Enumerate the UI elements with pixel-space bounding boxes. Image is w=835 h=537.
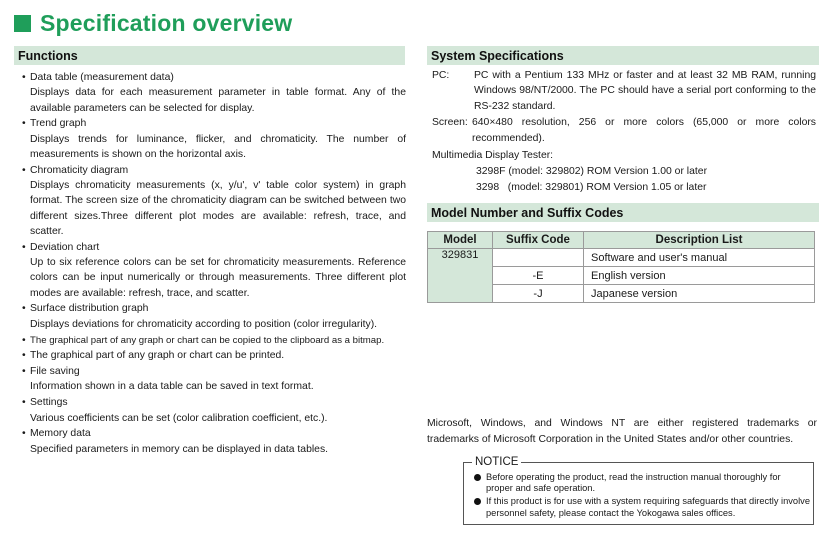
list-item: • Data table (measurement data) Displays data for each measurement parameter in table format. Any of the available parameters can be selected for display. bbox=[22, 70, 406, 116]
functions-list bbox=[22, 70, 406, 457]
table-row bbox=[428, 249, 815, 267]
list-item: • The graphical part of any graph or chart can be copied to the clipboard as a bitmap. bbox=[22, 333, 406, 348]
function-desc: Displays data for each measurement parameter in table format. Any of the available parameters can be selected for display. bbox=[30, 87, 406, 114]
title-square-icon bbox=[14, 15, 31, 32]
list-item: • Chromaticity diagram Displays chromaticity measurements (x, y/u', v' table color system) in graph format. The screen size of the chromaticity diagram can be switched between two different sizes.Three different plot modes are available: refresh, trace, and scatter. bbox=[22, 163, 406, 239]
function-desc: Specified parameters in memory can be displayed in data tables. bbox=[30, 443, 329, 455]
pc-spec bbox=[432, 68, 816, 114]
function-title: Surface distribution graph bbox=[30, 303, 149, 315]
screen-value: 640×480 resolution, 256 or more colors (65,000 or more colors recommended). bbox=[472, 117, 816, 144]
model-codes-table bbox=[427, 231, 815, 303]
list-item: • Memory data Specified parameters in memory can be displayed in data tables. bbox=[22, 426, 406, 457]
list-item: • Trend graph Displays trends for luminance, flicker, and chromaticity. The number of measurements is shown on the horizontal axis. bbox=[22, 116, 406, 162]
mdt-version: 3298F (model: 329802) ROM Version 1.00 or later bbox=[476, 166, 708, 178]
function-title: Deviation chart bbox=[30, 241, 100, 253]
page-title bbox=[14, 6, 292, 40]
notice-box bbox=[463, 456, 814, 525]
function-title: File saving bbox=[30, 366, 80, 378]
suffix-code: -J bbox=[493, 285, 584, 303]
list-item: • File saving Information shown in a data table can be saved in text format. bbox=[22, 364, 406, 395]
trademark-note: Microsoft, Windows, and Windows NT are either registered trademarks or trademarks of Microsoft Corporation in the United States and/or other countries. bbox=[427, 418, 817, 445]
function-desc: Displays trends for luminance, flicker, and chromaticity. The number of measurements is shown on the horizontal axis. bbox=[30, 133, 406, 160]
function-title: Data table (measurement data) bbox=[30, 72, 174, 83]
column-header: Suffix Code bbox=[493, 232, 584, 249]
mdt-version: 3298 (model: 329801) ROM Version 1.05 or later bbox=[476, 181, 707, 193]
table-header-row bbox=[428, 232, 815, 249]
function-title: The graphical part of any graph or chart can be copied to the clipboard as a bitmap. bbox=[30, 334, 385, 346]
notice-item bbox=[474, 496, 810, 518]
notice-item bbox=[474, 472, 810, 494]
page-title-text: Specification overview bbox=[40, 9, 293, 36]
function-desc: Information shown in a data table can be saved in text format. bbox=[30, 381, 314, 393]
function-title: Memory data bbox=[30, 428, 91, 440]
bullet-icon bbox=[474, 474, 481, 481]
function-title: The graphical part of any graph or chart can be printed. bbox=[30, 350, 285, 362]
function-desc: Various coefficients can be set (color calibration coefficient, etc.). bbox=[30, 412, 328, 424]
column-header: Model bbox=[428, 232, 493, 249]
model-codes-header: Model Number and Suffix Codes bbox=[427, 203, 819, 222]
system-specs-header: System Specifications bbox=[427, 46, 819, 65]
function-title: Trend graph bbox=[30, 118, 87, 130]
description: English version bbox=[584, 267, 815, 285]
list-item: • The graphical part of any graph or chart can be printed. bbox=[22, 348, 406, 363]
suffix-code bbox=[493, 249, 584, 267]
function-desc: Displays deviations for chromaticity according to position (color irregularity). bbox=[30, 318, 378, 330]
screen-label: Screen: bbox=[432, 117, 468, 129]
description: Japanese version bbox=[584, 285, 815, 303]
list-item: • Settings Various coefficients can be set (color calibration coefficient, etc.). bbox=[22, 395, 406, 426]
pc-value: PC with a Pentium 133 MHz or faster and at least 32 MB RAM, running Windows 98/NT/2000. The PC should have a serial port conforming to the RS-232 standard. bbox=[474, 70, 816, 112]
function-desc: Displays chromaticity measurements (x, y/u', v' table color system) in graph format. The screen size of the chromaticity diagram can be switched between two different sizes.Three different plot modes are available: refresh, trace, and scatter. bbox=[30, 180, 406, 237]
screen-spec bbox=[432, 115, 816, 146]
column-header: Description List bbox=[584, 232, 815, 249]
suffix-code: -E bbox=[493, 267, 584, 285]
notice-label: NOTICE bbox=[472, 455, 521, 469]
functions-header: Functions bbox=[14, 46, 405, 65]
function-title: Settings bbox=[30, 397, 68, 409]
notice-text: If this product is for use with a system requiring safeguards that directly involve personnel safety, please contact the Yokogawa sales offices. bbox=[486, 496, 810, 518]
list-item: • Deviation chart Up to six reference colors can be set for chromaticity measurements. Reference colors can be input numerically or through measurements. Three different plot modes are available: refresh, trace, and scatter. bbox=[22, 240, 406, 301]
pc-label: PC: bbox=[432, 70, 450, 81]
bullet-icon bbox=[474, 498, 481, 505]
function-desc: Up to six reference colors can be set for chromaticity measurements. Reference colors can be input numerically or through measurements. Three different plot modes are available: refresh, trace, and scatter. bbox=[30, 257, 406, 299]
notice-text: Before operating the product, read the instruction manual thoroughly for proper and safe operation. bbox=[486, 472, 781, 494]
function-title: Chromaticity diagram bbox=[30, 164, 129, 176]
description: Software and user's manual bbox=[584, 249, 815, 267]
list-item: • Surface distribution graph Displays deviations for chromaticity according to position (color irregularity). bbox=[22, 301, 406, 332]
system-specs bbox=[432, 68, 816, 195]
model-number: 329831 bbox=[428, 249, 493, 303]
mdt-label: Multimedia Display Tester: bbox=[432, 150, 554, 162]
